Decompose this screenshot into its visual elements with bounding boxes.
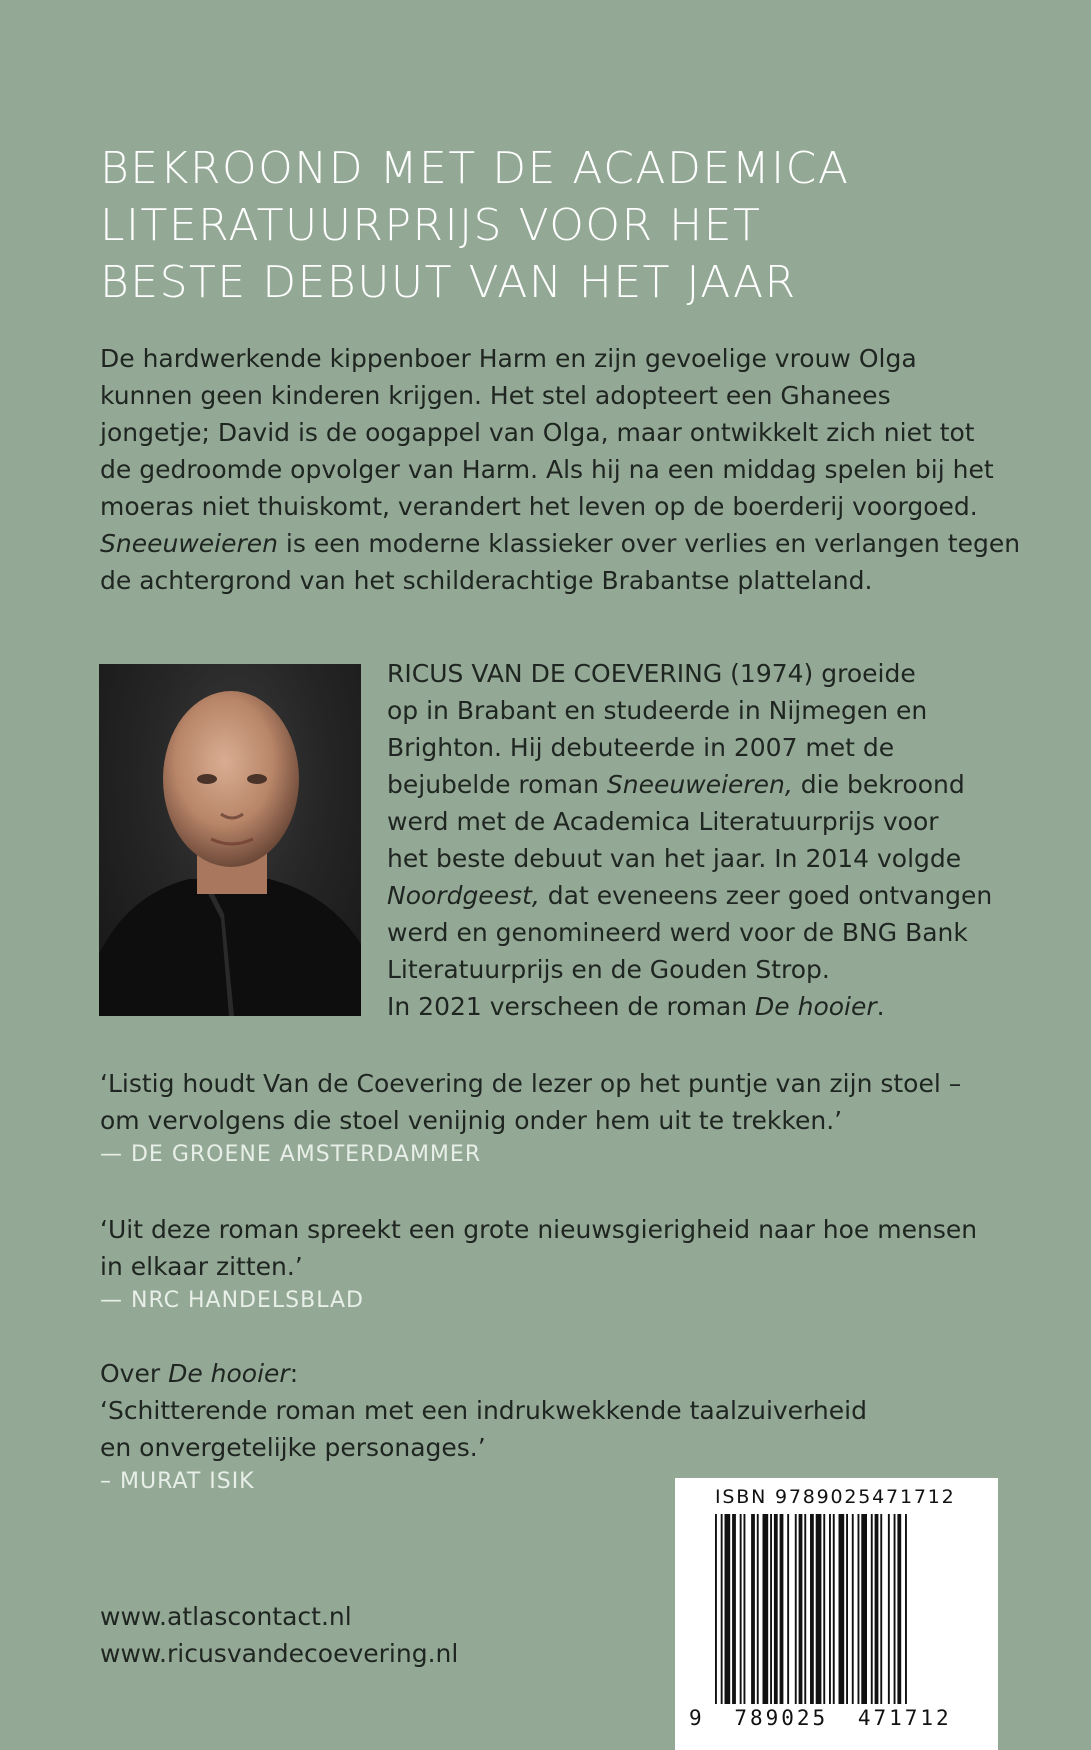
barcode-bar bbox=[751, 1514, 755, 1704]
barcode-bar bbox=[715, 1514, 717, 1704]
barcode-bar bbox=[858, 1514, 860, 1704]
barcode-bar bbox=[799, 1514, 803, 1704]
synopsis-line: moeras niet thuiskomt, verandert het leven op de boerderij voorgoed. bbox=[100, 492, 978, 521]
barcode-digits bbox=[689, 1706, 952, 1730]
websites bbox=[100, 1598, 458, 1672]
review-quote bbox=[100, 1211, 1000, 1317]
barcode-bar bbox=[897, 1514, 901, 1704]
barcode-bar bbox=[732, 1514, 736, 1704]
barcode-bar bbox=[833, 1514, 835, 1704]
author-website: www.ricusvandecoevering.nl bbox=[100, 1639, 459, 1668]
synopsis-line: De hardwerkende kippenboer Harm en zijn gevoelige vrouw Olga bbox=[100, 344, 917, 373]
publisher-website: www.atlascontact.nl bbox=[100, 1602, 352, 1631]
synopsis-line: de gedroomde opvolger van Harm. Als hij na een middag spelen bij het bbox=[100, 455, 994, 484]
headline-line: BESTE DEBUUT VAN HET JAAR bbox=[100, 257, 797, 308]
synopsis-line bbox=[100, 525, 1021, 562]
quote-intro-text: : bbox=[289, 1359, 299, 1388]
barcode-bar bbox=[839, 1514, 845, 1704]
bio-line: op in Brabant en studeerde in Nijmegen en bbox=[387, 696, 928, 725]
barcode-bar bbox=[757, 1514, 759, 1704]
bio-line: Literatuurprijs en de Gouden Strop. bbox=[387, 955, 830, 984]
quote-intro-text: Over bbox=[100, 1359, 169, 1388]
barcode-bar bbox=[721, 1514, 723, 1704]
bio-line: werd en genomineerd werd voor de BNG Bank bbox=[387, 918, 968, 947]
barcode-bar bbox=[888, 1514, 890, 1704]
barcode-bar bbox=[905, 1514, 907, 1704]
barcode-bar bbox=[816, 1514, 822, 1704]
quote-line: ‘Uit deze roman spreekt een grote nieuwsgierigheid naar hoe mensen bbox=[100, 1215, 978, 1244]
barcode-bar bbox=[795, 1514, 797, 1704]
barcode-bar bbox=[894, 1514, 896, 1704]
barcode-bar bbox=[829, 1514, 831, 1704]
bio-line bbox=[387, 655, 1007, 692]
bio-line bbox=[387, 988, 1007, 1025]
bio-line: Brighton. Hij debuteerde in 2007 met de bbox=[387, 733, 895, 762]
book-title: De hooier bbox=[755, 992, 877, 1021]
quote-line: in elkaar zitten.’ bbox=[100, 1252, 303, 1281]
barcode-bar bbox=[774, 1514, 778, 1704]
bio-text: . bbox=[876, 992, 885, 1021]
bio-text: die bekroond bbox=[792, 770, 965, 799]
synopsis-text: is een moderne klassieker over verlies en verlangen tegen bbox=[277, 529, 1021, 558]
quote-line: ‘Schitterende roman met een indrukwekkende taalzuiverheid bbox=[100, 1396, 867, 1425]
headline-line: BEKROOND MET DE ACADEMICA bbox=[100, 143, 850, 194]
barcode-bar bbox=[744, 1514, 746, 1704]
barcode-bar bbox=[763, 1514, 769, 1704]
barcode-bar bbox=[787, 1514, 789, 1704]
barcode-bar bbox=[871, 1514, 873, 1704]
barcode-bar bbox=[875, 1514, 879, 1704]
synopsis-line: kunnen geen kinderen krijgen. Het stel adopteert een Ghanees bbox=[100, 381, 891, 410]
quote-source: — DE GROENE AMSTERDAMMER bbox=[100, 1142, 482, 1167]
book-title: Sneeuweieren, bbox=[606, 770, 793, 799]
bio-text: dat eveneens zeer goed ontvangen bbox=[539, 881, 993, 910]
bio-line: het beste debuut van het jaar. In 2014 volgde bbox=[387, 844, 962, 873]
barcode-digit-first: 9 bbox=[689, 1706, 705, 1730]
isbn-label: ISBN 9789025471712 bbox=[715, 1486, 956, 1508]
barcode bbox=[675, 1478, 998, 1750]
barcode-bar bbox=[810, 1514, 814, 1704]
review-quote bbox=[100, 1065, 1000, 1171]
barcode-bars bbox=[715, 1514, 965, 1704]
author-name: RICUS VAN DE COEVERING bbox=[387, 659, 723, 688]
quote-source: — NRC HANDELSBLAD bbox=[100, 1288, 364, 1313]
bio-text: bejubelde roman bbox=[387, 770, 607, 799]
review-quote bbox=[100, 1355, 1000, 1498]
barcode-bar bbox=[740, 1514, 742, 1704]
book-title: Noordgeest, bbox=[387, 881, 540, 910]
author-bio bbox=[387, 655, 1007, 1025]
author-portrait-image bbox=[99, 664, 361, 1016]
bio-line bbox=[387, 766, 1007, 803]
book-title: De hooier bbox=[168, 1359, 290, 1388]
barcode-bar bbox=[804, 1514, 806, 1704]
headline bbox=[100, 140, 1000, 311]
barcode-bar bbox=[780, 1514, 784, 1704]
barcode-digit-group: 789025 bbox=[734, 1706, 829, 1730]
bio-text: In 2021 verscheen de roman bbox=[387, 992, 756, 1021]
barcode-bar bbox=[880, 1514, 882, 1704]
barcode-bar bbox=[770, 1514, 772, 1704]
barcode-bar bbox=[852, 1514, 854, 1704]
barcode-digit-group: 471712 bbox=[857, 1706, 952, 1730]
synopsis-line: de achtergrond van het schilderachtige Brabantse platteland. bbox=[100, 566, 873, 595]
bio-text: (1974) groeide bbox=[722, 659, 916, 688]
bio-line bbox=[387, 877, 1007, 914]
headline-line: LITERATUURPRIJS VOOR HET bbox=[100, 200, 762, 251]
synopsis-line: jongetje; David is de oogappel van Olga, maar ontwikkelt zich niet tot bbox=[100, 418, 975, 447]
book-title: Sneeuweieren bbox=[100, 529, 278, 558]
quote-line: ‘Listig houdt Van de Coevering de lezer op het puntje van zijn stoel – bbox=[100, 1069, 962, 1098]
quote-intro bbox=[100, 1355, 1000, 1392]
synopsis bbox=[100, 340, 1021, 599]
author-photo bbox=[99, 664, 361, 1016]
quote-source: – MURAT ISIK bbox=[100, 1469, 255, 1494]
quote-line: en onvergetelijke personages.’ bbox=[100, 1433, 486, 1462]
barcode-bar bbox=[846, 1514, 848, 1704]
barcode-bar bbox=[861, 1514, 867, 1704]
barcode-bar bbox=[725, 1514, 731, 1704]
bio-line: werd met de Academica Literatuurprijs voor bbox=[387, 807, 939, 836]
barcode-bar bbox=[823, 1514, 825, 1704]
quote-line: om vervolgens die stoel venijnig onder hem uit te trekken.’ bbox=[100, 1106, 843, 1135]
